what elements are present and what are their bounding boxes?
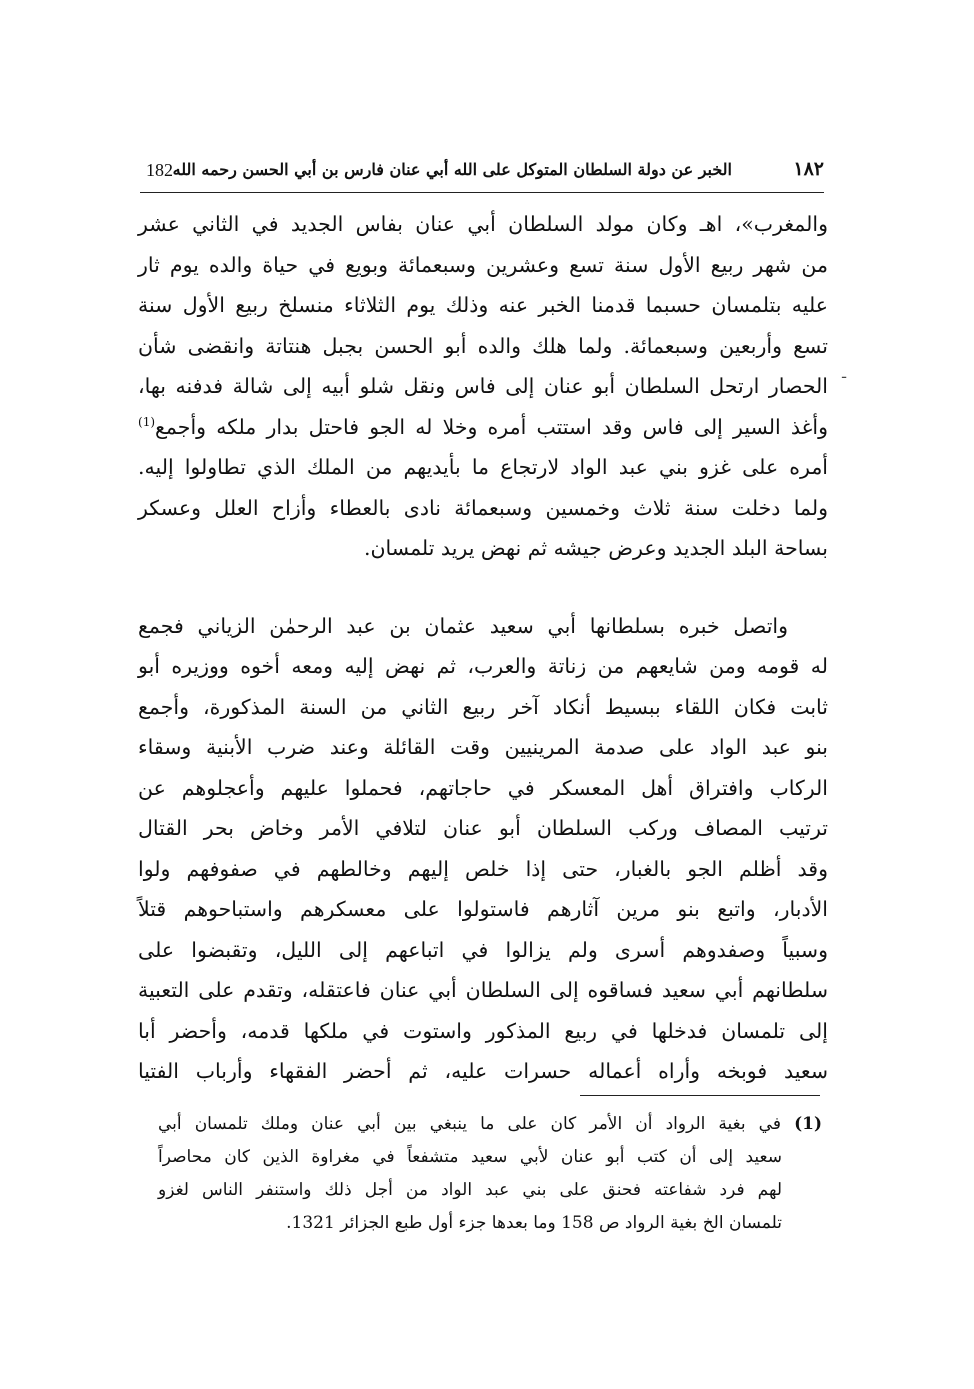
text-line: له قومه ومن شايعهم من زناتة والعرب، ثم نهض إليه ومعه أخوه ووزيره أبو [138, 654, 828, 678]
text-line: تسع وأربعين وسبعمائة. ولما هلك والده أبو الحسن بجبل هنتاتة وانقضى شأن [138, 333, 828, 358]
text-line: الحصار ارتحل السلطان أبو عنان إلى فاس ونقل شلو أبيه إلى شالة فدفنه بها، [138, 374, 828, 398]
running-title: الخبر عن دولة السلطان المتوكل على الله أبي عنان فارس بن أبي الحسن رحمه الله [172, 160, 732, 179]
header-divider [140, 192, 824, 193]
paragraph-gap [138, 569, 828, 606]
text-line: ترتيب المصاف وركب السلطان أبو عنان لتلافي الأمر وخاض بحر القتال [138, 816, 828, 840]
text-line: سلطانهم أبي سعيد فساقوه إلى السلطان أبي عنان فاعتقله، وتقدم على التعبية [138, 978, 828, 1002]
text-line: من شهر ربيع الأول سنة تسع وعشرين وسبعمائة وبويع في حياة والده يوم ثار [138, 252, 828, 277]
footnote-line-content: في بغية الرواد أن الأمر كان على ما ينبغي بين أبي عنان وملك تلمسان أبي [158, 1114, 781, 1134]
text-line: الأدبار، واتبع بنو مرين آثارهم فاستولوا على معسكرهم واستباحوهم قتلاً [138, 897, 828, 921]
text-line: والمغرب»، اهـ وكان مولد السلطان أبي عنان بفاس الجديد في الثاني عشر [138, 212, 828, 236]
text-line: بنو عبد الواد على صدمة المرينيين وقت القائلة وعند ضرب الأبنية وسقاء [138, 735, 828, 759]
page-number-arabic: ١٨٢ [793, 158, 824, 180]
text-line: وقد أظلم الجو بالغبار، حتى إذا خلص إليهم وخالطهم في صفوفهم ولوا [138, 856, 828, 881]
text-line-content: وأغذ السير إلى فاس وقد استتب أمره وخلا له الجو فاحتل بدار ملكه وأجمع [155, 414, 828, 439]
footnote-reference[interactable]: (1) [138, 414, 156, 429]
main-text [138, 204, 828, 1092]
text-line: الركاب وافتراق أهل المعسكر في حاجاتهم، فحملوا عليهم وأعجلوهم عن [138, 775, 828, 800]
footnote-line: لهم فرد شفاعته فحنق على بني عبد الواد من أجل ذلك واستنفر الناس لغزو [158, 1180, 782, 1200]
text-line: واتصل خبره بسلطانها أبي سعيد عثمان بن عبد الرحمٰن الزياني فجمع [138, 613, 788, 638]
text-line-with-footnote [138, 407, 828, 448]
footnote-line: سعيد إلى أن كتب أبو عنان لأبي سعيد متشفعاً في مغراوة الذين كان محاصراً [158, 1147, 782, 1167]
page-number-latin: 182 [146, 160, 173, 180]
text-line: عليه بتلمسان حسبما قدمنا الخبر عنه وذلك يوم الثلاثاء منسلخ ربيع الأول سنة [138, 293, 828, 317]
footnote-marker: (1) [794, 1114, 822, 1134]
text-line: أمره على غزو بني عبد الواد لارتجاع ما بأيديهم من الملك الذي تطاولوا إليه. [138, 455, 828, 479]
text-line: ثابت فكان اللقاء ببسيط أنكاد آخر ربيع الثاني من السنة المذكورة، وأجمع [138, 694, 828, 719]
text-line: بساحة البلد الجديد وعرض جيشه ثم نهض يريد تلمسان. [363, 536, 828, 560]
running-header [140, 150, 824, 190]
footnote-divider [580, 1095, 820, 1096]
footnote-line [158, 1108, 822, 1141]
footnote-block [158, 1108, 822, 1240]
text-line: سعيد فوبخه وأراه أعماله حسرات عليه، ثم أحضر الفقهاء وأرباب الفتيا [138, 1059, 828, 1083]
text-line: وسبياً وصفدوهم أسرى ولم يزالوا في اتباعهم إلى الليل، وتقبضوا على [138, 937, 828, 962]
text-line: إلى تلمسان فدخلها في ربيع المذكور واستوت في ملكها قدمه، وأحضر أبا [138, 1018, 828, 1043]
margin-mark: ـ [842, 366, 847, 382]
text-line: ولما دخلت سنة ثلاث وخمسين وسبعمائة نادى بالعطاء وأزاح العلل وعسكر [138, 495, 828, 520]
footnote-line: تلمسان الخ بغية الرواد ص 158 وما بعدها جزء أول طبع الجزائر 1321. [286, 1213, 782, 1233]
